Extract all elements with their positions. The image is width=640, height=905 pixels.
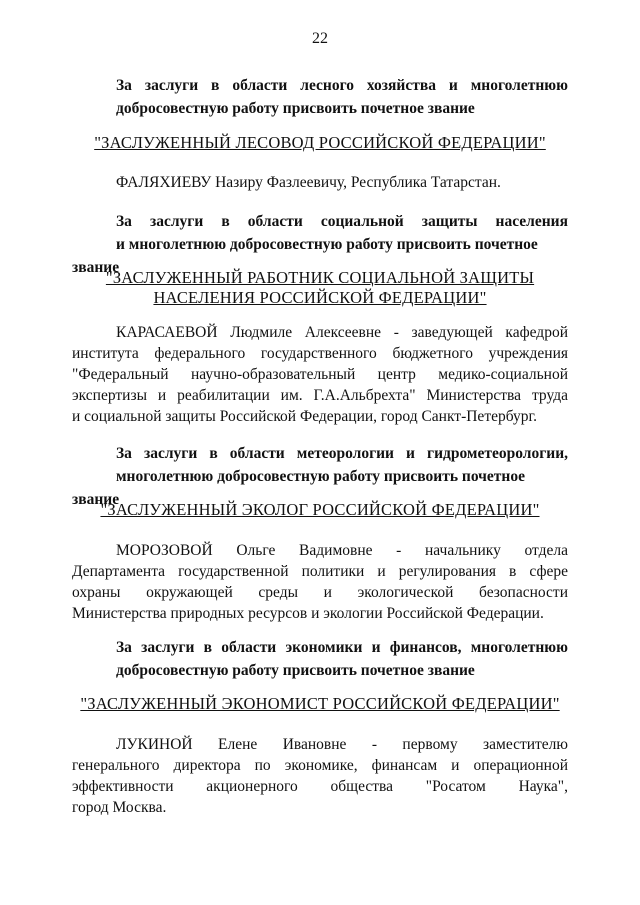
award-recipient <box>72 540 568 624</box>
page-number: 22 <box>312 30 328 47</box>
award-intro-line: За заслуги в области лесного хозяйства и многолетнюю <box>116 77 568 94</box>
award-title-line: "ЗАСЛУЖЕННЫЙ ЭКОЛОГ РОССИЙСКОЙ ФЕДЕРАЦИИ" <box>100 500 540 519</box>
award-recipient <box>72 322 568 427</box>
award-section-forester <box>72 74 568 120</box>
recipient-line: института федерального государственного бюджетного учреждения <box>72 345 568 362</box>
award-section-economist <box>72 636 568 682</box>
recipient-line: Министерства природных ресурсов и экологии Российской Федерации. <box>72 605 544 622</box>
award-intro-line: добросовестную работу присвоить почетное звание <box>116 100 475 117</box>
recipient-line: МОРОЗОВОЙ Ольге Вадимовне - начальнику отдела <box>116 542 568 559</box>
award-title-line: "ЗАСЛУЖЕННЫЙ ЛЕСОВОД РОССИЙСКОЙ ФЕДЕРАЦИИ" <box>94 133 546 152</box>
recipient-line: эффективности акционерного общества "Росатом Наука", <box>72 778 568 795</box>
award-intro-line: многолетнюю добросовестную работу присвоить почетное звание <box>72 468 525 508</box>
award-title-line: "ЗАСЛУЖЕННЫЙ РАБОТНИК СОЦИАЛЬНОЙ ЗАЩИТЫ <box>105 268 535 287</box>
recipient-line: генерального директора по экономике, финансам и операционной <box>72 757 568 774</box>
recipient-line: ЛУКИНОЙ Елене Ивановне - первому заместителю <box>116 736 568 753</box>
recipient-line: Департамента государственной политики и регулирования в сфере <box>72 563 568 580</box>
recipient-line: город Москва. <box>72 799 167 816</box>
award-intro-line: За заслуги в области метеорологии и гидрометеорологии, <box>116 445 568 462</box>
award-title <box>72 694 568 714</box>
award-title <box>72 268 568 308</box>
recipient-line: "Федеральный научно-образовательный центр медико-социальной <box>72 366 568 383</box>
recipient-line: охраны окружающей среды и экологической безопасности <box>72 584 568 601</box>
award-recipient <box>72 734 568 818</box>
award-intro-line: и многолетнюю добросовестную работу присвоить почетное звание <box>72 236 538 276</box>
award-intro <box>72 74 568 120</box>
award-intro <box>72 636 568 682</box>
recipient-line: ФАЛЯХИЕВУ Назиру Фазлеевичу, Республика Татарстан. <box>116 174 501 191</box>
award-intro-line: За заслуги в области социальной защиты населения <box>116 213 568 230</box>
award-intro-line: За заслуги в области экономики и финансов, многолетнюю <box>116 639 568 656</box>
recipient-line: экспертизы и реабилитации им. Г.А.Альбрехта" Министерства труда <box>72 387 568 404</box>
award-recipient <box>72 172 568 193</box>
recipient-line: и социальной защиты Российской Федерации, город Санкт-Петербург. <box>72 408 537 425</box>
award-title-line: "ЗАСЛУЖЕННЫЙ ЭКОНОМИСТ РОССИЙСКОЙ ФЕДЕРАЦИИ" <box>80 694 560 713</box>
award-title-line: НАСЕЛЕНИЯ РОССИЙСКОЙ ФЕДЕРАЦИИ" <box>153 288 487 307</box>
recipient-line: КАРАСАЕВОЙ Людмиле Алексеевне - заведующей кафедрой <box>116 324 568 341</box>
award-title <box>72 500 568 520</box>
award-title <box>72 133 568 153</box>
award-intro-line: добросовестную работу присвоить почетное звание <box>116 662 475 679</box>
